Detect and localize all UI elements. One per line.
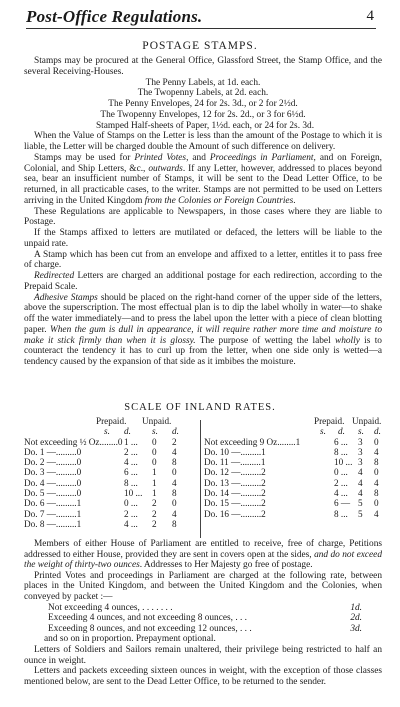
unpaid-pence: 4 [172,508,177,519]
unpaid-pence: 8 [172,457,177,468]
unpaid-pence: 2 [172,436,177,447]
rate-row [24,478,198,488]
unpaid-pence: 8 [172,488,177,499]
rate-row [204,447,382,457]
rate-label: Do. 1 —.........0 [24,446,82,457]
italic-run: When the gum is dull in appearance, it will require rather more time and moisture to make it stick firmly than when it is glossy. [24,324,382,346]
votes-rate-label: Exceeding 8 ounces, and not exceeding 12 ounces, . . . [48,623,252,634]
votes-rate-price: 3d. [350,623,362,634]
unpaid-shillings: 0 [152,446,157,457]
prepaid-pence: 2 ... [334,477,348,488]
rate-label: Do. 12 —.........2 [204,467,266,478]
column-headers [24,416,198,426]
prepaid-header: Prepaid. [314,416,345,426]
unpaid-pence: 4 [374,508,379,519]
unpaid-shillings: 0 [152,457,157,468]
italic-run: Redirected [34,271,75,281]
running-header [26,6,376,29]
stamps-section-body [24,56,382,368]
rate-row [204,457,382,467]
running-title: Post-Office Regulations. [26,7,203,26]
rate-label: Do. 4 —.........0 [24,477,82,488]
rate-label: Not exceeding ½ Oz........0 [24,436,123,447]
text-run: . [293,195,296,206]
page-number: 4 [366,8,374,24]
rate-row [24,498,198,508]
paragraph: Letters of Soldiers and Sailors remain unaltered, their privilege being restricted to half an ounce in weight. [24,644,382,666]
italic-run: from the Colonies or Foreign Countries [144,195,294,206]
prepaid-pence: 8 ... [334,446,348,457]
unit-label: s. [152,426,158,437]
votes-rate-row [24,603,382,614]
text-run: Members of either House of Parliament are entitled to receive, free of charge, Petitions addressed to either House, provided they are sent in covers open at the sides, [24,539,382,560]
unpaid-shillings: 1 [152,488,157,499]
rates-column-right [204,416,382,519]
unpaid-shillings: 1 [152,467,157,478]
unpaid-shillings: 4 [358,477,363,488]
prepaid-pence: 10 ... [124,488,143,499]
unpaid-pence: 0 [374,436,379,447]
section-title: POSTAGE STAMPS. [142,40,258,52]
unpaid-pence: 0 [172,498,177,509]
rate-label: Do. 14 —.........2 [204,488,266,499]
text-run: is to counteract the tendency it has to curl up from the letter, when one side only is wetted—a tendency caused by the expansion of that side as it imbibes the moisture. [24,335,382,367]
prepaid-pence: 8 ... [124,477,138,488]
unpaid-pence: 4 [374,446,379,457]
votes-rate-price: 2d. [350,613,362,624]
unpaid-shillings: 3 [358,446,363,457]
rate-label: Do. 7 —.........1 [24,508,82,519]
prepaid-pence: 1 ... [124,436,138,447]
unit-label: d. [374,426,381,437]
text-run: , and [186,152,210,163]
unit-label: d. [124,426,131,437]
rate-label: Do. 5 —.........0 [24,488,82,499]
unpaid-pence: 0 [374,467,379,478]
text-run: , and on Foreign, Colonial, and Ship Letters, &c., [24,152,383,174]
rate-row [204,498,382,508]
price-line: Stamped Half-sheets of Paper, 1½d. each, or 24 for 2s. 3d. [95,120,315,131]
rate-row [204,509,382,519]
unpaid-shillings: 4 [358,467,363,478]
unpaid-pence: 4 [374,477,379,488]
unpaid-shillings: 1 [152,477,157,488]
unpaid-shillings: 3 [358,436,363,447]
price-line: The Penny Labels, at 1d. each. [145,77,261,88]
italic-run: outwards [148,163,183,174]
text-run: The purpose of wetting the label [195,335,335,346]
unit-label: s. [358,426,364,437]
paragraph: These Regulations are applicable to Newspapers, in those cases where they are liable to Postage. [24,206,382,228]
unit-headers [204,426,382,436]
paragraph: If the Stamps affixed to letters are mutilated or defaced, the letters will be liable to the unpaid rate. [24,228,382,249]
prepaid-pence: 6 ... [124,467,138,478]
paragraph: Letters and packets exceeding sixteen ounces in weight, with the exception of those classes mentioned below, are sent to the Dead Letter Office, to be returned to the sender. [24,666,382,687]
unpaid-shillings: 4 [358,488,363,499]
paragraph [24,271,382,293]
rate-row [24,457,198,467]
italic-run: Printed Votes [134,152,187,163]
text-run: . If any Letter, however, addressed to places beyond sea, bear an insufficient number of Stamps, it will be sent to the Dead Letter Office, to be returned, in all practicable cases, to the writer. Stamps are not permitted to be used on Letters arriving in the United Kingdom [24,163,382,206]
paragraph [24,539,382,571]
paragraph: A Stamp which has been cut from an envelope and affixed to a letter, entitles it to pass free of charge. [24,249,382,271]
italic-run: and do not exceed the weight of thirty-two ounces [24,549,382,571]
unit-headers [24,426,198,436]
rate-label: Do. 13 —.........2 [204,477,266,488]
rate-label: Do. 6 —.........1 [24,498,82,509]
votes-rate-row [24,624,382,635]
rate-row [204,478,382,488]
prepaid-pence: 2 ... [124,508,138,519]
column-headers [204,416,382,426]
rate-row [24,509,198,519]
unpaid-pence: 8 [374,457,379,468]
unpaid-pence: 0 [172,467,177,478]
rate-row [24,467,198,477]
unpaid-shillings: 2 [152,508,157,519]
rate-row [24,447,198,457]
italic-run: wholly [334,335,360,346]
prepaid-pence: 0 ... [124,498,138,509]
prepaid-pence: 8 ... [334,508,348,519]
votes-rate-row [24,613,382,624]
prepaid-pence: 6 ... [334,436,348,447]
paragraph: Stamps may be procured at the General Office, Glassford Street, the Stamp Office, and the several Receiving-Houses. [24,56,382,77]
text-run: Stamps may be used for [34,152,135,163]
unpaid-shillings: 3 [358,457,363,468]
rate-row [204,467,382,477]
unpaid-pence: 8 [374,488,379,499]
unpaid-shillings: 5 [358,508,363,519]
unpaid-shillings: 5 [358,498,363,509]
column-divider [200,420,201,538]
rate-row [24,519,198,529]
unit-label: s. [104,426,110,437]
unpaid-shillings: 0 [152,436,157,447]
rate-row [24,437,198,447]
unpaid-pence: 4 [172,446,177,457]
unpaid-pence: 4 [172,477,177,488]
rate-label: Do. 8 —.........1 [24,518,82,529]
unit-label: d. [338,426,345,437]
italic-run: Adhesive Stamps [34,292,98,303]
paragraph [24,153,382,207]
price-line: The Twopenny Labels, at 2d. each. [137,88,269,99]
unit-label: d. [172,426,179,437]
rate-label: Do. 2 —.........0 [24,457,82,468]
prepaid-pence: 6 — [334,498,351,509]
unpaid-pence: 0 [374,498,379,509]
price-line: The Twopenny Envelopes, 12 for 2s. 2d., or 3 for 6½d. [100,109,306,120]
prepaid-header: Prepaid. [96,416,127,426]
prepaid-pence: 4 ... [124,457,138,468]
price-line: The Penny Envelopes, 24 for 2s. 3d., or 2 for 2½d. [108,99,298,109]
votes-rate-price: 1d. [350,602,362,613]
prepaid-pence: 2 ... [124,446,138,457]
prepaid-pence: 0 ... [334,467,348,478]
rate-label: Not exceeding 9 Oz........1 [204,436,301,447]
italic-run: Proceedings in Parliament [209,152,314,163]
unpaid-shillings: 2 [152,498,157,509]
unit-label: s. [320,426,326,437]
unpaid-header: Unpaid. [352,416,382,426]
prepaid-pence: 10 ... [334,457,353,468]
text-run: . Addresses to Her Majesty go free of postage. [139,560,313,571]
rate-label: Do. 11 —.........1 [204,457,266,468]
rate-label: Do. 10 —.........1 [204,446,266,457]
text-run: Letters are charged an additional postage for each redirection, according to the Prepaid Scale. [24,271,382,292]
rate-label: Do. 16 —.........2 [204,508,266,519]
unpaid-pence: 8 [172,518,177,529]
prepaid-pence: 4 ... [124,518,138,529]
prepaid-pence: 4 ... [334,488,348,499]
text-run: should be placed on the right-hand corner of the upper side of the letters, above the superscription. The most effectual plan is to dip the label wholly in water—to shake off the water immediately—and to press the label upon the letter with a piece of clean blotting paper. [24,292,382,335]
rate-row [204,437,382,447]
paragraph: Printed Votes and proceedings in Parliament are charged at the following rate, between places in the United Kingdom, and between the United Kingdom and the Colonies, when conveyed by packet :— [24,570,382,602]
unpaid-shillings: 2 [152,518,157,529]
rate-label: Do. 15 —.........2 [204,498,266,509]
votes-rate-label: Exceeding 4 ounces, and not exceeding 8 ounces, . . . [48,613,248,624]
paragraph [24,293,382,368]
paragraph: and so on in proportion. Prepayment optional. [44,634,216,645]
unpaid-header: Unpaid. [142,416,172,426]
scale-title: SCALE OF INLAND RATES. [124,402,276,413]
rate-row [24,488,198,498]
rates-column-left [24,416,198,529]
parliament-section [24,539,382,687]
rate-label: Do. 3 —.........0 [24,467,82,478]
votes-rate-label: Not exceeding 4 ounces, . . . . . . . [48,602,173,613]
rate-row [204,488,382,498]
paragraph: When the Value of Stamps on the Letter is less than the amount of the Postage to which it is liable, the Letter will be charged double the Amount of such difference on delivery. [24,131,382,152]
